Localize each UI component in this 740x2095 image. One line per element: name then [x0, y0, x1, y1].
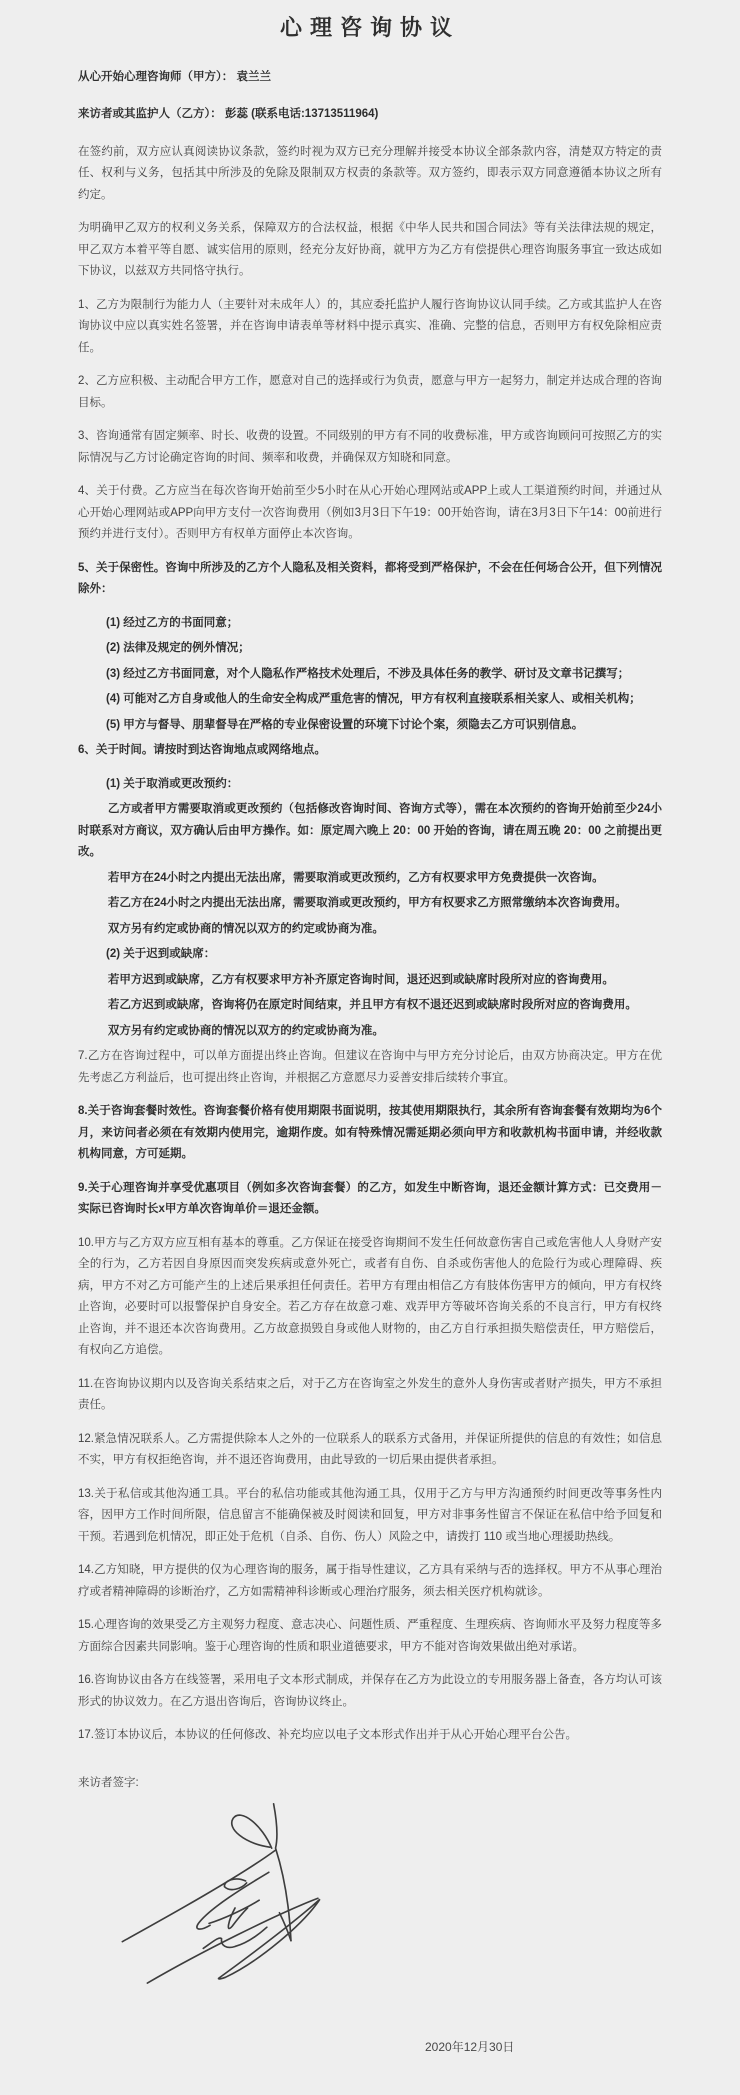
clause-paragraph: (2) 法律及规定的例外情况； — [106, 642, 250, 655]
clause-paragraph: 15.心理咨询的效果受乙方主观努力程度、意志决心、问题性质、严重程度、生理疾病、咨询师水平及努力程度等多方面综合因素共同影响。鉴于心理咨询的性质和职业道德要求，甲方不能对咨询效果做出绝对承诺。 — [78, 1619, 662, 1653]
clause-paragraph: 7.乙方在咨询过程中，可以单方面提出终止咨询。但建议在咨询中与甲方充分讨论后，由双方协商决定。甲方在优先考虑乙方利益后，也可提出终止咨询，并根据乙方意愿尽力妥善安排后续转介事宜。 — [78, 1050, 662, 1084]
clause-paragraph: 若乙方在24小时之内提出无法出席，需要取消或更改预约，甲方有权要求乙方照常缴纳本次咨询费用。 — [107, 897, 627, 910]
clause-paragraph: (1) 关于取消或更改预约： — [106, 777, 239, 790]
clause-paragraph: 9.关于心理咨询并享受优惠项目（例如多次咨询套餐）的乙方，如发生中断咨询，退还金额计算方式：已交费用－实际已咨询时长x甲方单次咨询单价＝退还金额。 — [78, 1181, 662, 1216]
clause-paragraph: 16.咨询协议由各方在线签署，采用电子文本形式制成，并保存在乙方为此设立的专用服务器上备查，各方均认可该形式的协议效力。在乙方退出咨询后，咨询协议终止。 — [78, 1674, 662, 1708]
clauses-container — [78, 142, 662, 1747]
page-title: 心理咨询协议 — [279, 15, 460, 40]
clause-paragraph: (4) 可能对乙方自身或他人的生命安全构成严重危害的情况，甲方有权利直接联系相关家人、或相关机构； — [106, 693, 641, 706]
document-date: 2020年12月30日 — [425, 2040, 515, 2055]
clause-paragraph: 12.紧急情况联系人。乙方需提供除本人之外的一位联系人的联系方式备用，并保证所提供的信息的有效性；如信息不实，甲方有权拒绝咨询，并不退还咨询费用，由此导致的一切后果由提供者承担。 — [78, 1432, 662, 1467]
clause-paragraph: 2、乙方应积极、主动配合甲方工作，愿意对自己的选择或行为负责，愿意与甲方一起努力，制定并达成合理的咨询目标。 — [78, 375, 662, 409]
clause-paragraph: 若乙方迟到或缺席，咨询将仍在原定时间结束，并且甲方有权不退还迟到或缺席时段所对应的咨询费用。 — [107, 999, 637, 1012]
clause-paragraph: 8.关于咨询套餐时效性。咨询套餐价格有使用期限书面说明，按其使用期限执行，其余所有咨询套餐有效期均为6个月，来访问者必须在有效期内使用完，逾期作废。如有特殊情况需延期必须向甲方和收款机构书面申请，并经收款机构同意，方可延期。 — [78, 1105, 662, 1161]
clause-paragraph: 双方另有约定或协商的情况以双方的约定或协商为准。 — [107, 922, 384, 935]
clause-paragraph: 11.在咨询协议期内以及咨询关系结束之后，对于乙方在咨询室之外发生的意外人身伤害或者财产损失，甲方不承担责任。 — [78, 1377, 662, 1412]
clause-paragraph: (3) 经过乙方书面同意，对个人隐私作严格技术处理后，不涉及具体任务的教学、研讨及文章书记撰写； — [106, 667, 630, 680]
clause-paragraph: 双方另有约定或协商的情况以双方的约定或协商为准。 — [107, 1024, 384, 1037]
clause-paragraph: 10.甲方与乙方双方应互相有基本的尊重。乙方保证在接受咨询期间不发生任何故意伤害自己或危害他人人身财产安全的行为，乙方若因自身原因而突发疾病或意外死亡，或者有自伤、自杀或伤害他人的危险行为或心理障碍、疾病，甲方不对乙方可能产生的上述后果承担任何责任。若甲方有理由相信乙方有肢体伤害甲方的倾向，甲方有权终止咨询，必要时可以报警保护自身安全。若乙方存在故意刁难、戏弄甲方等破坏咨询关系的不良言行，甲方有权终止咨询，并不退还本次咨询费用。乙方故意损毁自身或他人财物的，由乙方自行承担损失赔偿责任，甲方赔偿后，有权向乙方追偿。 — [78, 1236, 662, 1357]
clause-paragraph: 6、关于时间。请按时到达咨询地点或网络地点。 — [78, 744, 326, 757]
clause-paragraph: 14.乙方知晓，甲方提供的仅为心理咨询的服务，属于指导性建议，乙方具有采纳与否的选择权。甲方不从事心理治疗或者精神障碍的诊断治疗，乙方如需精神科诊断或心理治疗服务，须去相关医疗机构就诊。 — [78, 1564, 662, 1598]
clause-paragraph: 4、关于付费。乙方应当在每次咨询开始前至少5小时在从心开始心理网站或APP上或人工渠道预约时间，并通过从心开始心理网站或APP向甲方支付一次咨询费用（例如3月3日下午19：00开始咨询，请在3月3日下午14：00前进行预约并进行支付）。否则甲方有权单方面停止本次咨询。 — [78, 485, 662, 541]
signature-svg — [92, 1800, 382, 2012]
clause-paragraph: 5、关于保密性。咨询中所涉及的乙方个人隐私及相关资料，都将受到严格保护，不会在任何场合公开，但下列情况除外： — [78, 561, 662, 596]
clause-paragraph: 为明确甲乙双方的权利义务关系，保障双方的合法权益，根据《中华人民共和国合同法》等有关法律法规的规定，甲乙双方本着平等自愿、诚实信用的原则，经充分友好协商，就甲方为乙方有偿提供心理咨询服务事宜一致达成如下协议，以兹双方共同恪守执行。 — [78, 222, 662, 278]
clause-paragraph: 若甲方在24小时之内提出无法出席，需要取消或更改预约，乙方有权要求甲方免费提供一次咨询。 — [107, 871, 604, 884]
clause-paragraph: 乙方或者甲方需要取消或更改预约（包括修改咨询时间、咨询方式等），需在本次预约的咨询开始前至少24小时联系对方商议，双方确认后由甲方操作。如：原定周六晚上 20：00 开始的咨询，请在周五晚 20：00 之前提出更改。 — [78, 803, 662, 859]
clause-paragraph: (2) 关于迟到或缺席： — [106, 948, 216, 961]
clause-paragraph: 1、乙方为限制行为能力人（主要针对未成年人）的，其应委托监护人履行咨询协议认同手续。乙方或其监护人在咨询协议中应以真实姓名签署，并在咨询申请表单等材料中提示真实、准确、完整的信息，否则甲方有权免除相应责任。 — [78, 298, 662, 354]
clause-paragraph: 若甲方迟到或缺席，乙方有权要求甲方补齐原定咨询时间，退还迟到或缺席时段所对应的咨询费用。 — [107, 973, 614, 986]
clause-paragraph: 3、咨询通常有固定频率、时长、收费的设置。不同级别的甲方有不同的收费标准，甲方或咨询顾问可按照乙方的实际情况与乙方讨论确定咨询的时间、频率和收费，并确保双方知晓和同意。 — [78, 430, 662, 464]
clause-paragraph: (1) 经过乙方的书面同意； — [106, 616, 239, 629]
clause-paragraph: 17.签订本协议后，本协议的任何修改、补充均应以电子文本形式作出并于从心开始心理平台公告。 — [78, 1729, 577, 1742]
clause-paragraph: 在签约前，双方应认真阅读协议条款，签约时视为双方已充分理解并接受本协议全部条款内容，清楚双方特定的责任、权利与义务，包括其中所涉及的免除及限制双方权责的条款等。双方签约，即表示双方同意遵循本协议之所有约定。 — [78, 145, 662, 201]
clause-paragraph: (5) 甲方与督导、朋辈督导在严格的专业保密设置的环境下讨论个案，须隐去乙方可识别信息。 — [106, 718, 584, 731]
visitor-signature-image — [92, 1800, 662, 2012]
visitor-signature-label: 来访者签字: — [78, 1776, 139, 1789]
clause-paragraph: 13.关于私信或其他沟通工具。平台的私信功能或其他沟通工具，仅用于乙方与甲方沟通预约时间更改等事务性内容，因甲方工作时间所限，信息留言不能确保被及时阅读和回复，甲方对非事务性留言不保证在私信中给予回复和干预。若遇到危机情况，即正处于危机（自杀、自伤、伤人）风险之中，请拨打 110 或当地心理援助热线。 — [78, 1487, 662, 1543]
party-b-line: 来访者或其监护人（乙方）： 彭蕊 (联系电话:13713511964) — [78, 108, 379, 121]
party-a-line: 从心开始心理咨询师（甲方）： 袁兰兰 — [78, 70, 271, 83]
